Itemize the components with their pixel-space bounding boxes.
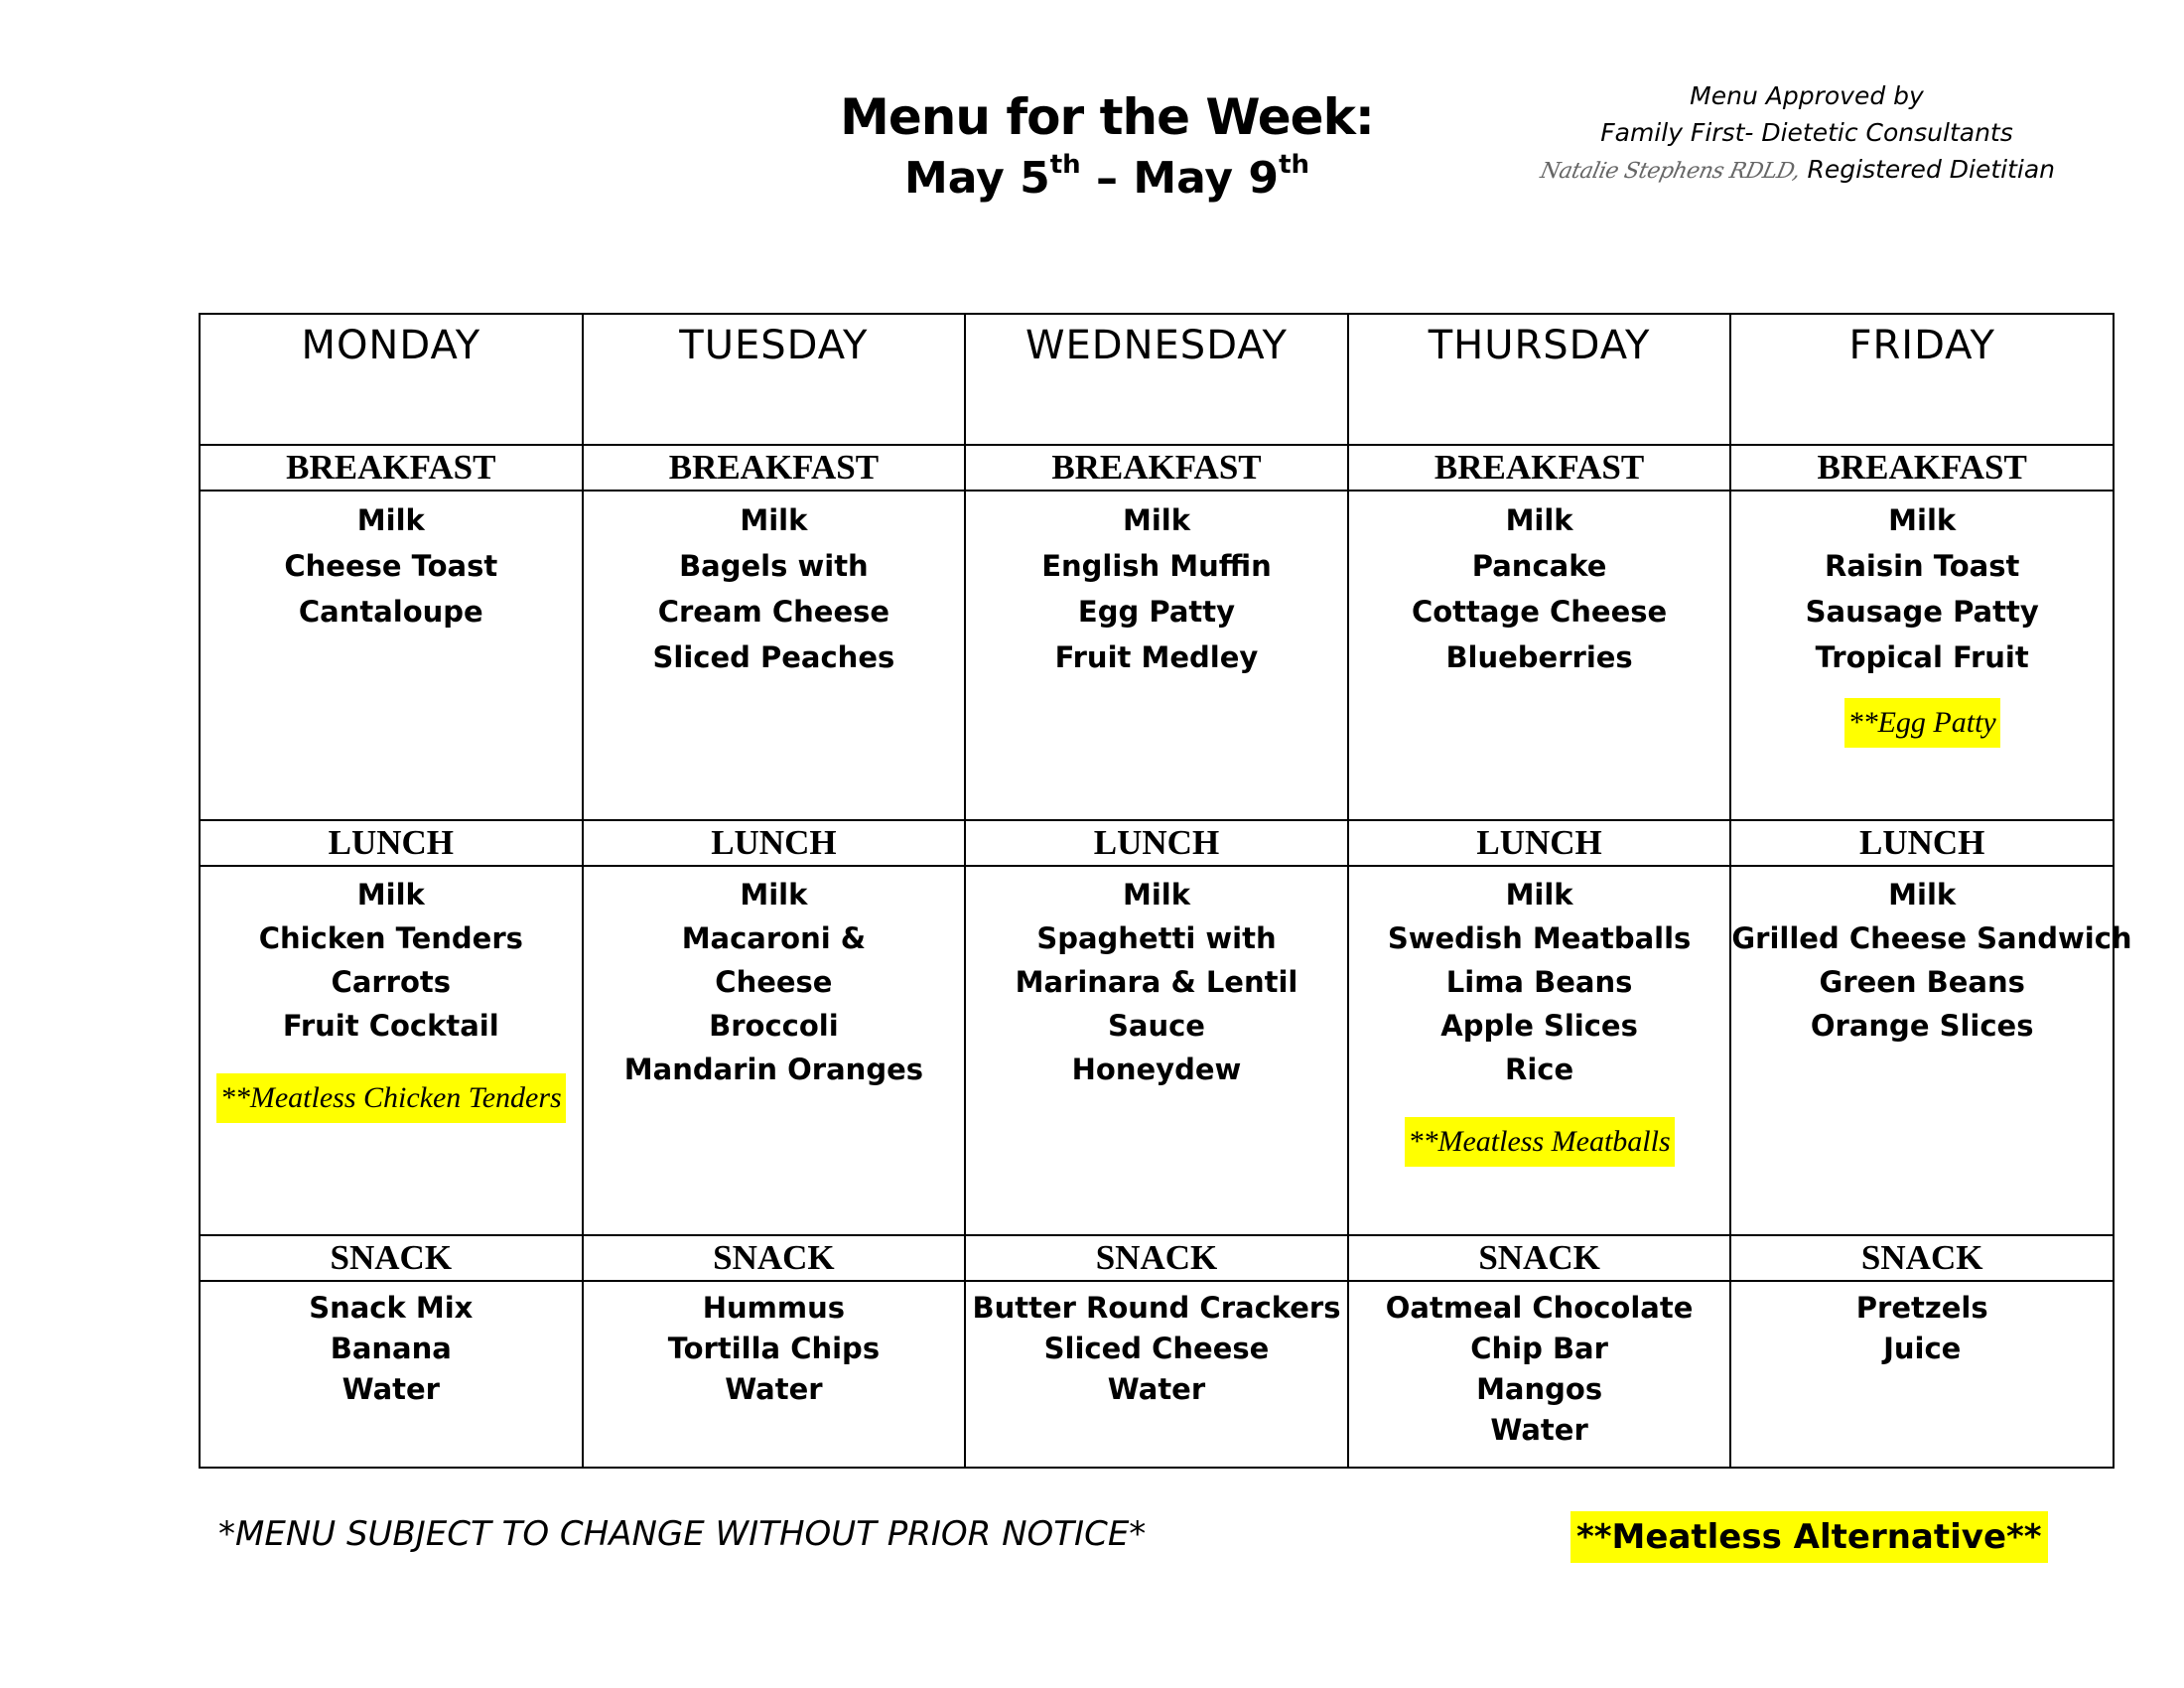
menu-item: Apple Slices [1440,1009,1638,1043]
dietitian-role: Registered Dietitian [1799,155,2055,184]
menu-item: Sliced Cheese [1043,1332,1270,1365]
breakfast-label: BREAKFAST [1730,445,2114,491]
approval-line: Menu Approved by [1690,81,1924,110]
menu-item: Broccoli [709,1009,839,1043]
lunch-cell [1730,866,2132,1235]
menu-item: Butter Round Crackers [972,1291,1341,1325]
lunch-cell [200,866,583,1235]
menu-item: Water [1107,1372,1206,1406]
breakfast-cell [200,491,583,820]
weekly-menu-table [199,313,2132,1469]
lunch-row [200,866,2114,1235]
menu-item: Cheese Toast [284,549,498,583]
breakfast-label-row [200,445,2114,491]
menu-item: Milk [740,503,808,537]
menu-item: Macaroni & [681,921,867,955]
date-separator: – [1080,153,1134,204]
menu-item: Hummus [702,1291,846,1325]
menu-item: Milk [1888,503,1957,537]
snack-cell [583,1281,966,1468]
meatless-alternative-row [201,1073,582,1123]
meatless-alternative: **Egg Patty [1844,698,2000,748]
day-header-row [200,314,2114,445]
lunch-label: LUNCH [200,820,583,866]
breakfast-label: BREAKFAST [583,445,966,491]
menu-item: Pretzels [1855,1291,1988,1325]
breakfast-label: BREAKFAST [1348,445,1731,491]
day-header: MONDAY [200,314,583,445]
page-title: Menu for the Week: [840,88,1374,146]
lunch-label: LUNCH [1348,820,1731,866]
menu-item: Banana [330,1332,452,1365]
consultant-name: Family First- Dietetic Consultants [1600,118,2013,147]
menu-item: Rice [1505,1053,1574,1086]
snack-label: SNACK [583,1235,966,1281]
menu-item: Milk [1122,878,1190,912]
menu-item: Cream Cheese [657,595,890,629]
menu-item: Egg Patty [1077,595,1236,629]
snack-label: SNACK [1348,1235,1731,1281]
lunch-label: LUNCH [965,820,1348,866]
lunch-cell [583,866,966,1235]
breakfast-label: BREAKFAST [965,445,1348,491]
menu-item: Snack Mix [309,1291,474,1325]
lunch-cell [965,866,1348,1235]
menu-item: Fruit Medley [1054,640,1259,674]
start-date: May 5 [903,153,1050,204]
meatless-alternative-row [1731,698,2113,748]
menu-item: Spaghetti with [1036,921,1277,955]
end-date: May 9 [1133,153,1280,204]
menu-item: Mandarin Oranges [623,1053,924,1086]
snack-cell [1348,1281,1731,1468]
menu-item: Juice [1883,1332,1962,1365]
snack-label-row [200,1235,2114,1281]
breakfast-cell [965,491,1348,820]
menu-item: Chicken Tenders [258,921,523,955]
day-header: THURSDAY [1348,314,1731,445]
menu-item: Milk [1888,878,1957,912]
page-title-block [695,87,1519,207]
menu-item: Milk [740,878,808,912]
menu-item: Sauce [1108,1009,1205,1043]
breakfast-row [200,491,2114,820]
menu-item: Green Beans [1819,965,2025,999]
dietitian-signature: Natalie Stephens RDLD, [1538,159,1803,184]
menu-item: Milk [1505,878,1573,912]
lunch-cell [1348,866,1731,1235]
menu-item: Swedish Meatballs [1387,921,1692,955]
menu-item: Pancake [1471,549,1607,583]
breakfast-cell [583,491,966,820]
menu-item: Blueberries [1445,640,1633,674]
menu-item: Lima Beans [1445,965,1633,999]
menu-item: Milk [356,878,425,912]
menu-item: Cottage Cheese [1411,595,1668,629]
menu-item: Oatmeal Chocolate [1385,1291,1694,1325]
breakfast-cell [1348,491,1731,820]
week-dates [695,151,1519,207]
end-date-suffix: th [1279,150,1310,180]
meatless-alternative: **Meatless Meatballs [1405,1117,1675,1167]
menu-item: Bagels with [679,549,869,583]
menu-change-notice: *MENU SUBJECT TO CHANGE WITHOUT PRIOR NOTICE* [218,1514,1147,1554]
menu-item: Water [725,1372,823,1406]
start-date-suffix: th [1049,150,1081,180]
menu-item: Chip Bar [1470,1332,1608,1365]
snack-label: SNACK [1730,1235,2114,1281]
menu-item: English Muffin [1041,549,1272,583]
lunch-label: LUNCH [583,820,966,866]
menu-item: Cantaloupe [298,595,483,629]
snack-cell [200,1281,583,1468]
menu-item: Water [341,1372,440,1406]
menu-item: Raisin Toast [1825,549,2020,583]
menu-item: Mangos [1476,1372,1603,1406]
menu-item: Grilled Cheese Sandwich [1731,921,2132,955]
lunch-label: LUNCH [1730,820,2114,866]
meatless-legend: **Meatless Alternative** [1570,1511,2048,1563]
menu-item: Cheese [715,965,833,999]
approval-block [1529,77,2085,190]
menu-item: Tropical Fruit [1815,640,2029,674]
meatless-alternative: **Meatless Chicken Tenders [216,1073,566,1123]
menu-item: Carrots [331,965,452,999]
dietitian-line [1529,151,2085,190]
snack-label: SNACK [200,1235,583,1281]
menu-item: Marinara & Lentil [1015,965,1298,999]
breakfast-cell [1730,491,2114,820]
menu-item: Fruit Cocktail [282,1009,499,1043]
menu-item: Honeydew [1071,1053,1242,1086]
breakfast-label: BREAKFAST [200,445,583,491]
snack-row [200,1281,2114,1468]
meatless-alternative-row [1349,1117,1730,1167]
menu-item: Sausage Patty [1805,595,2039,629]
day-header: FRIDAY [1730,314,2114,445]
menu-item: Milk [356,503,425,537]
menu-item: Tortilla Chips [667,1332,881,1365]
lunch-label-row [200,820,2114,866]
snack-cell [1730,1281,2114,1468]
day-header: TUESDAY [583,314,966,445]
snack-label: SNACK [965,1235,1348,1281]
snack-cell [965,1281,1348,1468]
menu-item: Sliced Peaches [652,640,895,674]
menu-item: Water [1490,1413,1588,1447]
menu-item: Milk [1122,503,1190,537]
menu-item: Orange Slices [1810,1009,2034,1043]
day-header: WEDNESDAY [965,314,1348,445]
menu-item: Milk [1505,503,1573,537]
